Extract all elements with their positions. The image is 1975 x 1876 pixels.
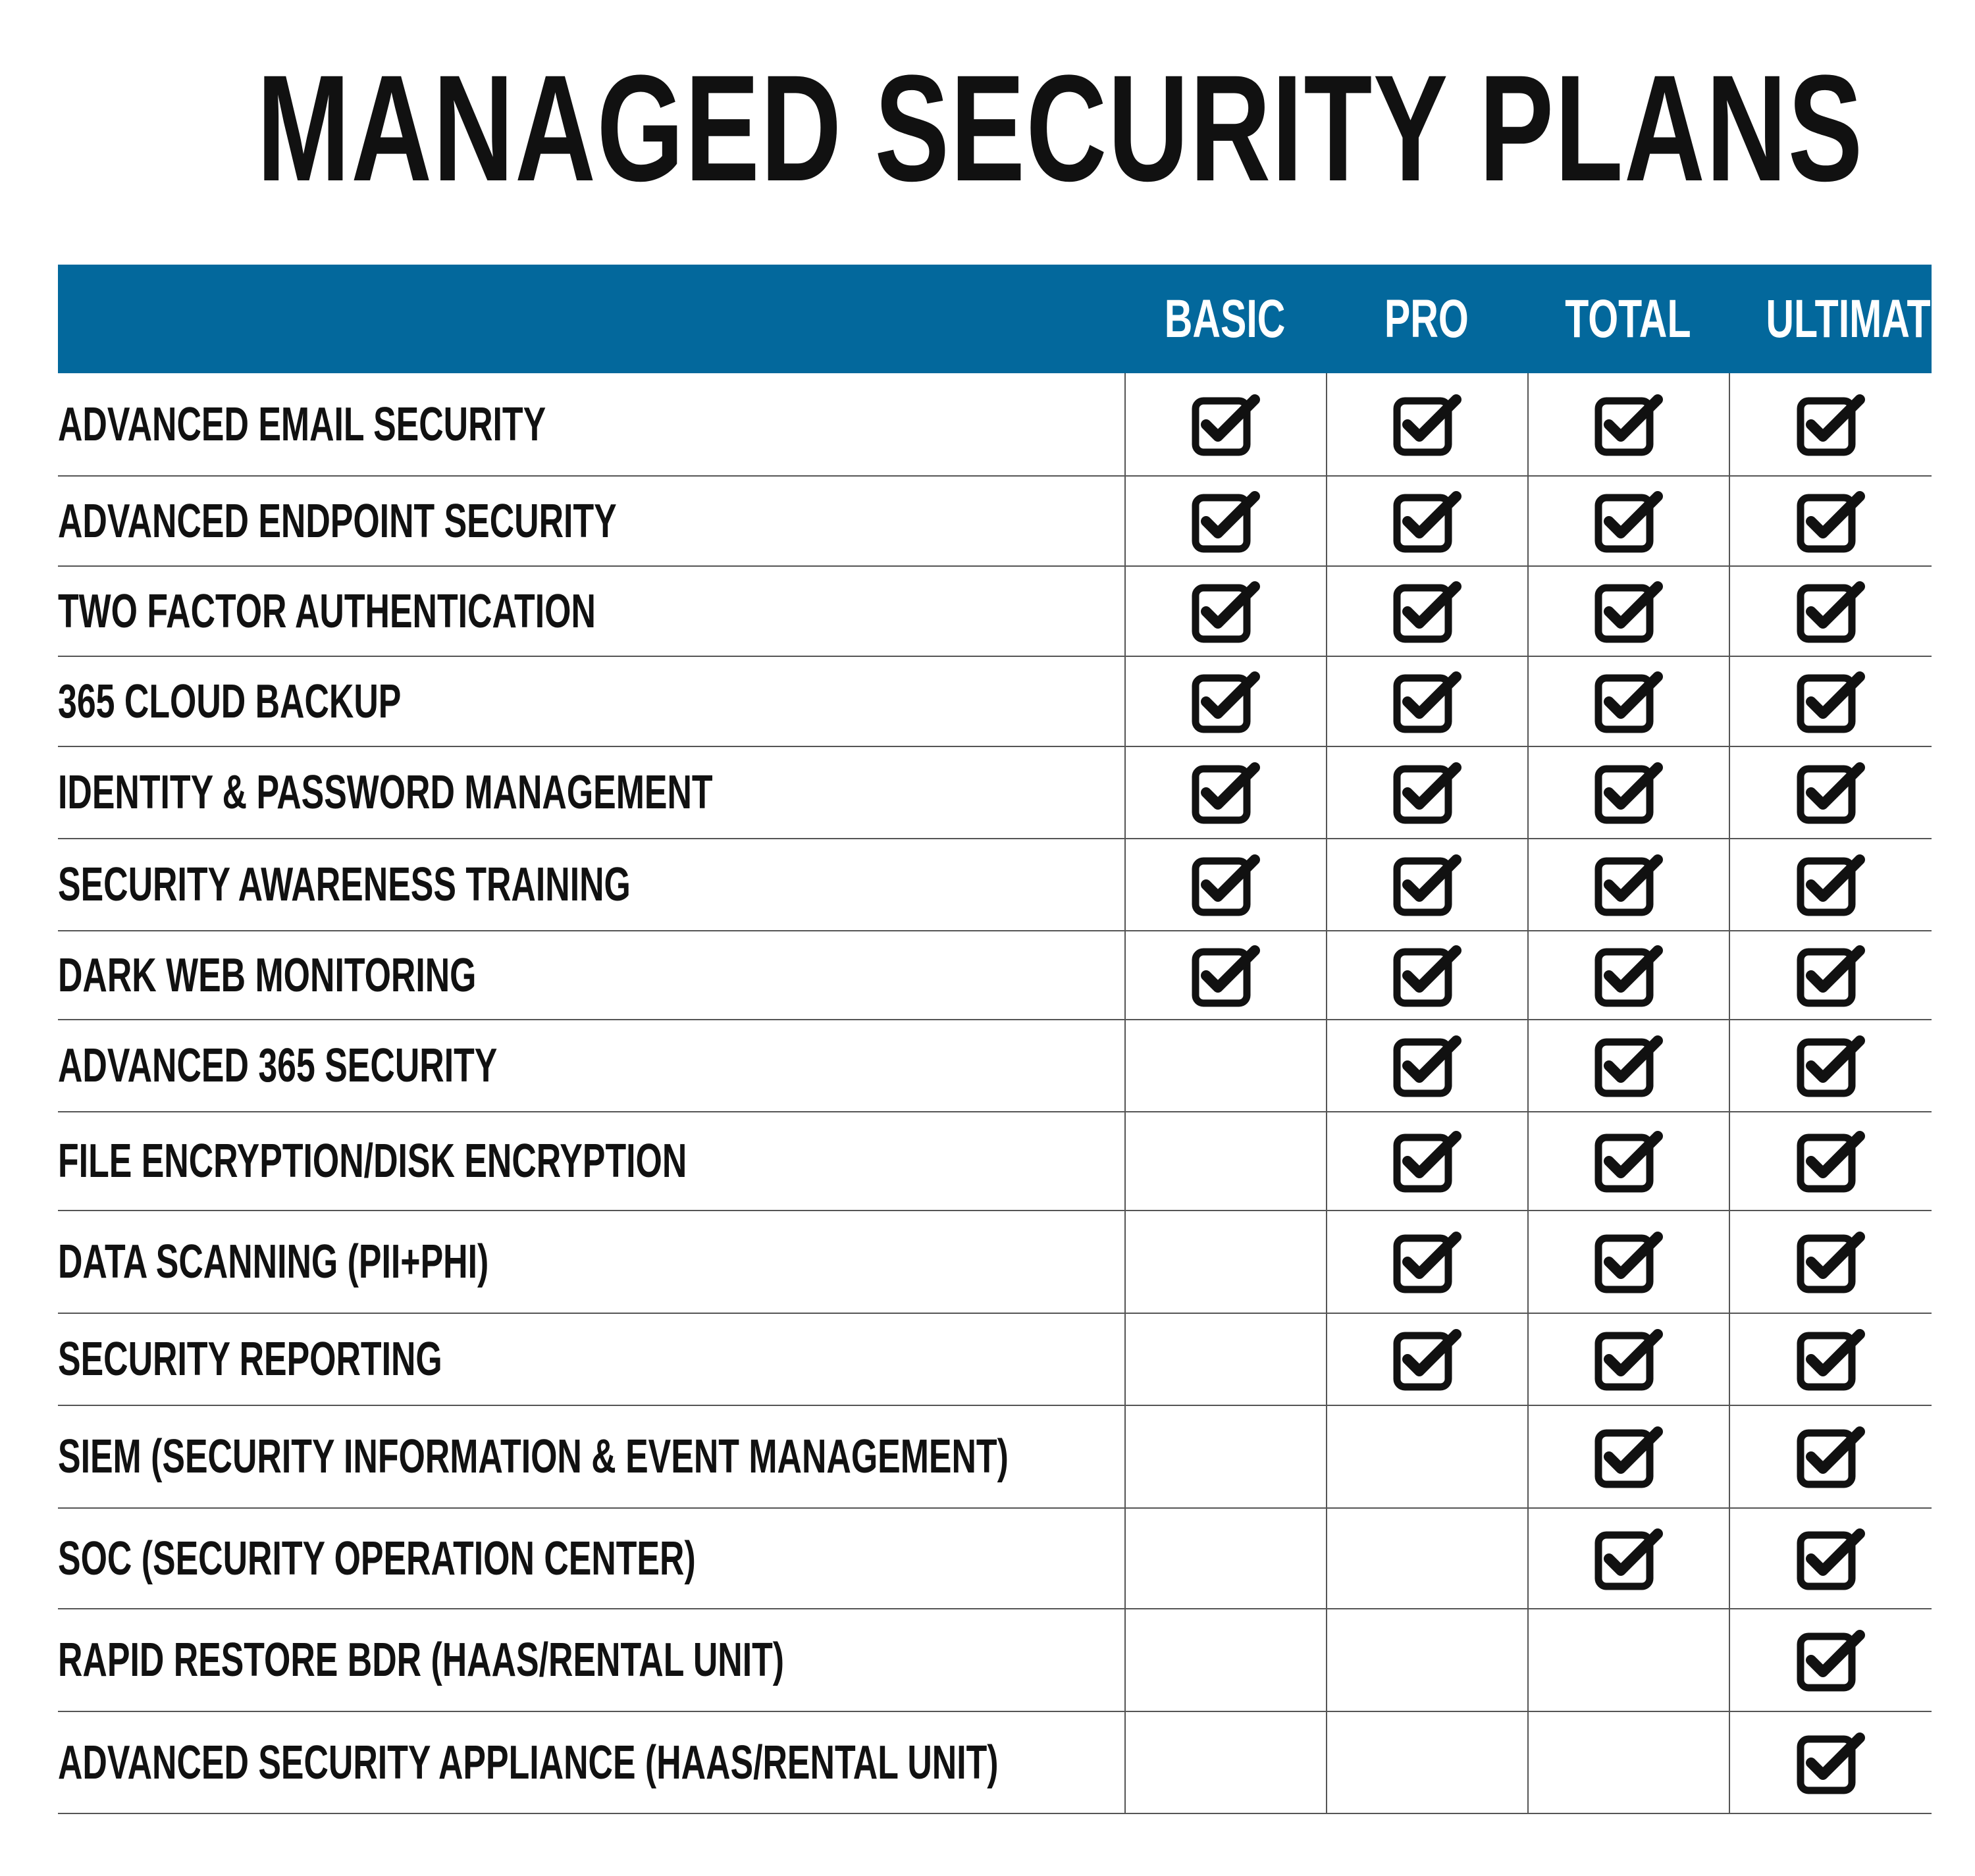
checkbox-checked-icon <box>1393 580 1463 643</box>
plan-cell-total <box>1527 1406 1730 1507</box>
feature-name-label: TWO FACTOR AUTHENTICATION <box>58 585 596 638</box>
plan-header-label: TOTAL <box>1565 289 1691 349</box>
plan-cell-pro <box>1326 931 1529 1019</box>
plan-header-label: PRO <box>1384 289 1469 349</box>
plan-cell-total <box>1527 747 1730 838</box>
checkbox-checked-icon <box>1192 393 1261 456</box>
feature-name-label: 365 CLOUD BACKUP <box>58 675 402 728</box>
table-row <box>58 477 1932 567</box>
checkbox-checked-icon <box>1393 393 1463 456</box>
feature-name-label: ADVANCED ENDPOINT SECURITY <box>58 494 617 548</box>
checkbox-checked-icon <box>1393 1130 1463 1193</box>
plan-cell-total <box>1527 373 1730 475</box>
plan-cell-ultimate <box>1729 931 1933 1019</box>
plan-cell-pro <box>1326 567 1529 656</box>
plan-cell-total <box>1527 567 1730 656</box>
checkbox-checked-icon <box>1594 1328 1664 1391</box>
checkbox-checked-icon <box>1393 944 1463 1007</box>
plan-cell-pro <box>1326 657 1529 746</box>
plan-cell-pro <box>1326 1112 1529 1210</box>
table-row <box>58 1112 1932 1211</box>
checkbox-checked-icon <box>1797 1628 1866 1692</box>
table-header <box>58 265 1957 373</box>
table-row <box>58 1211 1932 1314</box>
plan-cell-total <box>1527 1609 1730 1711</box>
plan-cell-pro <box>1326 747 1529 838</box>
checkbox-checked-icon <box>1797 490 1866 553</box>
plan-cell-total <box>1527 931 1730 1019</box>
checkbox-checked-icon <box>1594 853 1664 916</box>
table-row <box>58 1020 1932 1112</box>
table-row <box>58 657 1932 747</box>
checkbox-checked-icon <box>1594 580 1664 643</box>
checkbox-checked-icon <box>1393 1230 1463 1293</box>
feature-name-label: SECURITY REPORTING <box>58 1333 442 1386</box>
plan-cell-pro <box>1326 373 1529 475</box>
checkbox-checked-icon <box>1594 944 1664 1007</box>
table-row <box>58 1712 1932 1814</box>
table-row <box>58 1609 1932 1712</box>
plan-cell-ultimate <box>1729 657 1933 746</box>
checkbox-checked-icon <box>1797 944 1866 1007</box>
plan-cell-basic <box>1124 1406 1327 1507</box>
checkbox-checked-icon <box>1797 1425 1866 1488</box>
plan-cell-ultimate <box>1729 839 1933 930</box>
checkbox-checked-icon <box>1393 1034 1463 1097</box>
plan-cell-total <box>1527 657 1730 746</box>
feature-name <box>58 1211 656 1313</box>
plan-cell-pro <box>1326 1609 1529 1711</box>
checkbox-checked-icon <box>1594 1425 1664 1488</box>
feature-name <box>58 1314 592 1405</box>
feature-name-label: IDENTITY & PASSWORD MANAGEMENT <box>58 766 713 819</box>
plan-cell-total <box>1527 839 1730 930</box>
plan-header-label: BASIC <box>1165 289 1286 349</box>
plan-cell-basic <box>1124 1020 1327 1111</box>
checkbox-checked-icon <box>1594 1230 1664 1293</box>
checkbox-checked-icon <box>1594 1130 1664 1193</box>
feature-name <box>58 1020 668 1111</box>
plan-cell-pro <box>1326 1314 1529 1405</box>
plan-cell-pro <box>1326 839 1529 930</box>
checkbox-checked-icon <box>1797 1527 1866 1590</box>
feature-name <box>58 1509 943 1608</box>
feature-name <box>58 931 639 1019</box>
table-row <box>58 1314 1932 1406</box>
plan-cell-basic <box>1124 1112 1327 1210</box>
feature-name <box>58 839 853 930</box>
checkbox-checked-icon <box>1192 944 1261 1007</box>
feature-name-label: ADVANCED EMAIL SECURITY <box>58 398 546 451</box>
checkbox-checked-icon <box>1797 761 1866 824</box>
table-row <box>58 747 1932 839</box>
plan-cell-pro <box>1326 1509 1529 1608</box>
feature-name-label: ADVANCED 365 SECURITY <box>58 1039 498 1092</box>
plan-cell-ultimate <box>1729 1112 1933 1210</box>
checkbox-checked-icon <box>1192 490 1261 553</box>
plan-cell-ultimate <box>1729 1211 1933 1313</box>
plan-cell-total <box>1527 1314 1730 1405</box>
feature-name-label: FILE ENCRYPTION/DISK ENCRYPTION <box>58 1135 687 1187</box>
plan-cell-basic <box>1124 1211 1327 1313</box>
plan-cell-total <box>1527 1112 1730 1210</box>
feature-name-label: RAPID RESTORE BDR (HAAS/RENTAL UNIT) <box>58 1634 785 1686</box>
feature-name-label: SOC (SECURITY OPERATION CENTER) <box>58 1532 696 1585</box>
feature-name <box>58 567 805 656</box>
checkbox-checked-icon <box>1797 393 1866 456</box>
plan-cell-total <box>1527 1509 1730 1608</box>
plan-cell-basic <box>1124 1509 1327 1608</box>
checkbox-checked-icon <box>1393 853 1463 916</box>
checkbox-checked-icon <box>1393 761 1463 824</box>
checkbox-checked-icon <box>1594 670 1664 733</box>
plan-cell-ultimate <box>1729 567 1933 656</box>
plan-cell-basic <box>1124 373 1327 475</box>
plan-cell-basic <box>1124 1314 1327 1405</box>
plan-header-pro <box>1326 265 1527 373</box>
plan-cell-ultimate <box>1729 1406 1933 1507</box>
checkbox-checked-icon <box>1192 761 1261 824</box>
plan-header-label: ULTIMATE <box>1766 289 1957 349</box>
feature-name-label: ADVANCED SECURITY APPLIANCE (HAAS/RENTAL UNIT) <box>58 1736 999 1789</box>
checkbox-checked-icon <box>1594 761 1664 824</box>
plan-cell-pro <box>1326 1020 1529 1111</box>
table-row <box>58 839 1932 931</box>
plan-cell-basic <box>1124 747 1327 838</box>
plan-cell-ultimate <box>1729 1314 1933 1405</box>
feature-name-label: SIEM (SECURITY INFORMATION & EVENT MANAGEMENT) <box>58 1430 1009 1483</box>
feature-name <box>58 1112 932 1210</box>
plan-cell-pro <box>1326 1406 1529 1507</box>
checkbox-checked-icon <box>1797 1731 1866 1794</box>
plan-cell-basic <box>1124 477 1327 565</box>
plan-cell-ultimate <box>1729 1712 1933 1813</box>
plan-cell-ultimate <box>1729 477 1933 565</box>
feature-name <box>58 657 535 746</box>
plan-cell-total <box>1527 1712 1730 1813</box>
checkbox-checked-icon <box>1192 670 1261 733</box>
feature-name <box>58 747 967 838</box>
plan-cell-basic <box>1124 567 1327 656</box>
checkbox-checked-icon <box>1797 580 1866 643</box>
plan-cell-total <box>1527 477 1730 565</box>
feature-name <box>58 1609 1066 1711</box>
page-title: MANAGED SECURITY PLANS <box>257 43 1864 213</box>
checkbox-checked-icon <box>1393 1328 1463 1391</box>
checkbox-checked-icon <box>1797 1034 1866 1097</box>
plan-cell-ultimate <box>1729 1020 1933 1111</box>
plan-cell-pro <box>1326 477 1529 565</box>
checkbox-checked-icon <box>1192 580 1261 643</box>
checkbox-checked-icon <box>1797 1328 1866 1391</box>
checkbox-checked-icon <box>1797 853 1866 916</box>
plan-cell-ultimate <box>1729 1509 1933 1608</box>
table-row <box>58 373 1932 477</box>
plan-cell-pro <box>1326 1211 1529 1313</box>
feature-name-label: DATA SCANNING (PII+PHI) <box>58 1236 489 1288</box>
plan-cell-basic <box>1124 1712 1327 1813</box>
plan-header-ultimate <box>1729 265 1957 373</box>
plan-cell-total <box>1527 1020 1730 1111</box>
feature-name-label: SECURITY AWARENESS TRAINING <box>58 858 631 911</box>
checkbox-checked-icon <box>1594 1527 1664 1590</box>
feature-name <box>58 477 834 565</box>
plan-cell-pro <box>1326 1712 1529 1813</box>
plan-cell-total <box>1527 1211 1730 1313</box>
plan-cell-ultimate <box>1729 747 1933 838</box>
plan-cell-basic <box>1124 931 1327 1019</box>
table-row <box>58 1406 1932 1509</box>
table-row <box>58 931 1932 1020</box>
plan-cell-ultimate <box>1729 1609 1933 1711</box>
table-body <box>58 373 1932 1814</box>
checkbox-checked-icon <box>1594 490 1664 553</box>
checkbox-checked-icon <box>1393 490 1463 553</box>
checkbox-checked-icon <box>1594 393 1664 456</box>
checkbox-checked-icon <box>1797 1130 1866 1193</box>
plans-comparison-table <box>58 265 1957 1814</box>
plan-cell-ultimate <box>1729 373 1933 475</box>
checkbox-checked-icon <box>1192 853 1261 916</box>
plan-cell-basic <box>1124 839 1327 930</box>
feature-name <box>58 373 735 475</box>
table-row <box>58 567 1932 657</box>
plan-cell-basic <box>1124 1609 1327 1711</box>
plan-cell-basic <box>1124 657 1327 746</box>
plan-header-basic <box>1124 265 1326 373</box>
checkbox-checked-icon <box>1797 670 1866 733</box>
table-row <box>58 1509 1932 1609</box>
checkbox-checked-icon <box>1393 670 1463 733</box>
feature-name-label: DARK WEB MONITORING <box>58 949 477 1002</box>
checkbox-checked-icon <box>1797 1230 1866 1293</box>
checkbox-checked-icon <box>1594 1034 1664 1097</box>
plan-header-total <box>1527 265 1729 373</box>
